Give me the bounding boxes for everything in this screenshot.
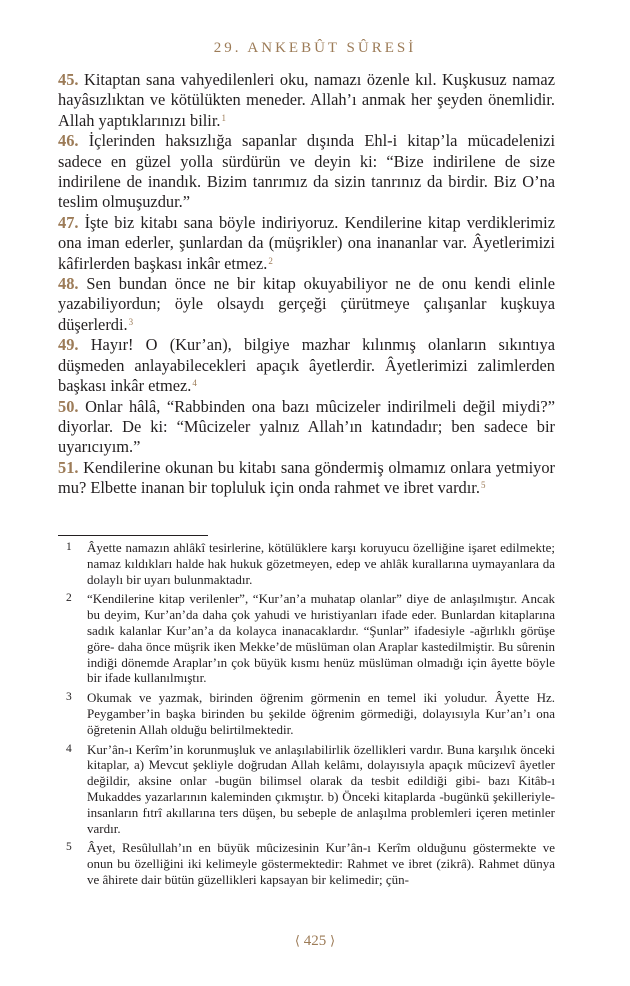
footnote-text: “Kendilerine kitap verilenler”, “Kur’an’a muhatap olanlar” diye de anlaşılmıştır. Ancak bu deyim, Kur’an’da daha çok yahudi ve hıristiyanları ifade eder. Bunlardan kitaplarına sadık kalanlar Kur’an’a da kolayca inanacaklardır. “Şunlar” ifadesiyle -ağırlıklı görüşe göre- daha önce müşrik iken Mekke’de müslüman olan Araplar kastedilmiştir. Bu sûrenin indiği dönemde Araplar’ın çok büyük kısmı henüz müslüman olmadığı için âyette böyle bir ifade kullanılmıştır.	[87, 591, 555, 686]
verse-text: İşte biz kitabı sana böyle indiriyoruz. Kendilerine kitap verdiklerimiz ona iman ederler, şunlardan da (müşrikler) ona inananlar var. Âyetlerimizi kâfirlerden başkası inkâr etmez.	[58, 212, 555, 273]
verse-text: Kendilerine okunan bu kitabı sana göndermiş olmamız onlara yetmiyor mu? Elbette inanan bir topluluk için onda rahmet ve ibret vardır.	[58, 457, 555, 498]
verse-49	[58, 335, 555, 396]
footnote-number: 1	[66, 541, 72, 553]
footnote-1	[58, 540, 555, 587]
footnote-3	[58, 690, 555, 737]
verse-45	[58, 70, 555, 131]
footnote-text: Âyette namazın ahlâkî tesirlerine, kötülüklere karşı koruyucu özelliğine işaret edilmekte; namaz kıldıkları halde hak hukuk gözetmeyen, edep ve ahlâk kurallarına uymayanlara da dolaylı bir uyarı bulunmaktadır.	[87, 540, 555, 587]
footnote-text: Kur’ân-ı Kerîm’in korunmuşluk ve anlaşılabilirlik özellikleri vardır. Buna karşılık önceki kitaplar, a) Mevcut şekliyle doğrudan Allah kelâmı, dolayısıyla apaçık mûcizevî âyetler değildir, aksine onlar -bugün bilimsel olarak da tesbit edildiği gibi- bazı Kitâb-ı Mukaddes yazarlarının kaleminden çıkmıştır. b) Önceki kitaplarda -bugünkü şekilleriyle- insanların fıtrî akıllarına ters düşen, bu sebeple de anlaşılma problemleri içeren metinler vardır.	[87, 741, 555, 836]
footnote-ref[interactable]: 1	[221, 112, 227, 123]
footnote-text: Okumak ve yazmak, birinden öğrenim görmenin en temel iki yoludur. Âyette Hz. Peygamber’in başka birinden bu şekilde öğrenim görmediği, dolayısıyla Kur’an’ı ona öğretenin Allah olduğu belirtilmektedir.	[87, 690, 555, 737]
footnote-number: 3	[66, 691, 72, 704]
page-header	[0, 40, 630, 57]
verse-number: 51.	[58, 457, 79, 477]
verse-text: Kitaptan sana vahyedilenleri oku, namazı özenle kıl. Kuşkusuz namaz hayâsızlıktan ve kötülükten meneder. Allah’ı anmak her şeyden önemlidir. Allah yaptıklarınızı bilir.	[58, 70, 555, 130]
footnote-5	[58, 840, 555, 887]
footnotes-block	[58, 540, 555, 892]
verse-number: 50.	[58, 396, 79, 416]
footnote-2	[58, 591, 555, 686]
verse-46	[58, 131, 555, 213]
verse-number: 45.	[58, 70, 79, 89]
footnote-ref[interactable]: 5	[480, 480, 486, 491]
footnote-number: 4	[66, 742, 72, 755]
verse-50	[58, 397, 555, 458]
footnote-number: 2	[66, 592, 72, 605]
verse-number: 49.	[58, 335, 79, 355]
surah-title: 29. ANKEBÛT SÛRESİ	[213, 40, 417, 56]
verse-text: Onlar hâlâ, “Rabbinden ona bazı mûcizeler indirilmeli değil miydi?” diyorlar. De ki: “Mûcizeler yalnız Allah’ın katındadır; ben sadece bir uyarıcıyım.”	[58, 396, 555, 457]
verse-text: Hayır! O (Kur’an), bilgiye mazhar kılınmış olanların sıkıntıya düşmeden anlayabilecekleri apaçık âyetlerdir. Âyetlerimizi zalimlerden başkası inkâr etmez.	[58, 335, 555, 396]
ornament-left-icon: ⟨	[294, 933, 300, 948]
verses-block	[58, 70, 555, 499]
verse-number: 48.	[58, 274, 79, 294]
verse-48	[58, 274, 555, 335]
footnote-number: 5	[66, 841, 72, 854]
verse-text: İçlerinden haksızlığa sapanlar dışında Ehl-i kitap’la mücadelenizi sadece en güzel yolla sürdürün ve deyin ki: “Bize indirilene de size indirilene de inandık. Bizim tanrımız da sizin tanrınız da birdir. Biz O’na teslim olmuşuzdur.”	[58, 131, 555, 212]
verse-51	[58, 458, 555, 499]
verse-number: 47.	[58, 212, 79, 232]
verse-number: 46.	[58, 131, 79, 151]
ornament-right-icon: ⟩	[330, 933, 336, 948]
verse-47	[58, 213, 555, 274]
verse-text: Sen bundan önce ne bir kitap okuyabiliyor ne de onu kendi elinle yazabiliyordun; öyle olsaydı gerçeği çürütmeye çalışanlar kuşkuya düşerlerdi.	[58, 274, 555, 334]
page-number: 425	[303, 933, 327, 949]
footnote-ref[interactable]: 3	[128, 316, 134, 327]
footnote-ref[interactable]: 4	[192, 378, 197, 389]
footnote-4	[58, 742, 555, 837]
page-number-footer	[0, 933, 630, 950]
footnote-divider	[58, 535, 208, 536]
footnote-text: Âyet, Resûlullah’ın en büyük mûcizesinin Kur’ân-ı Kerîm olduğunu göstermekte ve onun bu özelliğini iki kelimeyle göstermektedir: Rahmet ve ibret (zikrâ). Rahmet dünya ve âhirete dair bütün güzellikleri kapsayan bir kelimedir; çün-	[87, 840, 555, 887]
footnote-ref[interactable]: 2	[268, 255, 273, 266]
